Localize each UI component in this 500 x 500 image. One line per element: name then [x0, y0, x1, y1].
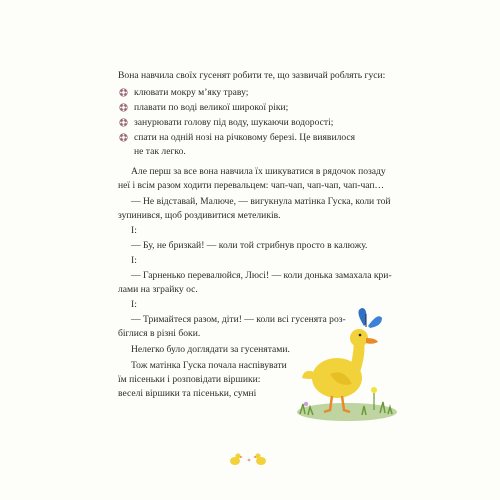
paragraph-line: І:: [131, 225, 137, 236]
paragraph-line: — Бу, не бризкай! — коли той стрибнув просто в калюжу.: [131, 240, 368, 251]
bullet-item: плавати по воді великої широкої ріки;: [134, 102, 289, 113]
paragraph-line: І:: [131, 299, 137, 310]
flower-bullet-icon: [119, 133, 128, 142]
paragraph-line: лами на зграйку ос.: [118, 284, 198, 295]
bullet-continuation: не так легко.: [134, 146, 186, 157]
paragraph-line: Тож матінка Гуска почала наспівувати: [131, 360, 287, 371]
paragraph-line: зупинився, щоб роздивитися метеликів.: [118, 210, 281, 221]
paragraph-line: Нелегко було доглядати за гусенятами.: [131, 344, 290, 355]
paragraph-line: біглися в різні боки.: [118, 328, 201, 339]
paragraph-line: Але перш за все вона навчила їх шикуватися в рядочок позаду: [131, 166, 386, 177]
paragraph-line: — Не відставай, Малюче, — вигукнула матінка Гуска, коли той: [131, 196, 391, 207]
paragraph-line: І:: [131, 255, 137, 266]
bullet-item: занурювати голову під воду, шукаючи водорості;: [134, 117, 334, 128]
intro-text: Вона навчила своїх гусенят робити те, що зазвичай роблять гуси:: [118, 70, 386, 81]
paragraph-line: — Гарненько перевалюйся, Люсі! — коли донька замахала кри-: [131, 270, 392, 281]
flower-bullet-icon: [119, 103, 128, 112]
paragraph-line: веселі віршики та пісеньки, сумні: [118, 388, 257, 399]
flower-bullet-icon: [119, 88, 128, 97]
flower-bullet-icon: [119, 118, 128, 127]
paragraph-line: неї і всім разом ходити перевальцем: чап-чап, чап-чап, чап-чап…: [118, 180, 385, 191]
bullet-item: спати на одній нозі на річковому березі. Це виявилося: [134, 132, 356, 143]
paragraph-line: їм пісеньки і розповідати віршики:: [118, 374, 261, 385]
bullet-item: клювати мокру м’яку траву;: [134, 87, 249, 98]
gosling-with-butterfly-illustration: [292, 300, 397, 425]
paragraph-line: — Тримайтеся разом, діти! — коли всі гусенята роз-: [131, 314, 346, 325]
page-number-goslings-ornament: [226, 452, 272, 466]
